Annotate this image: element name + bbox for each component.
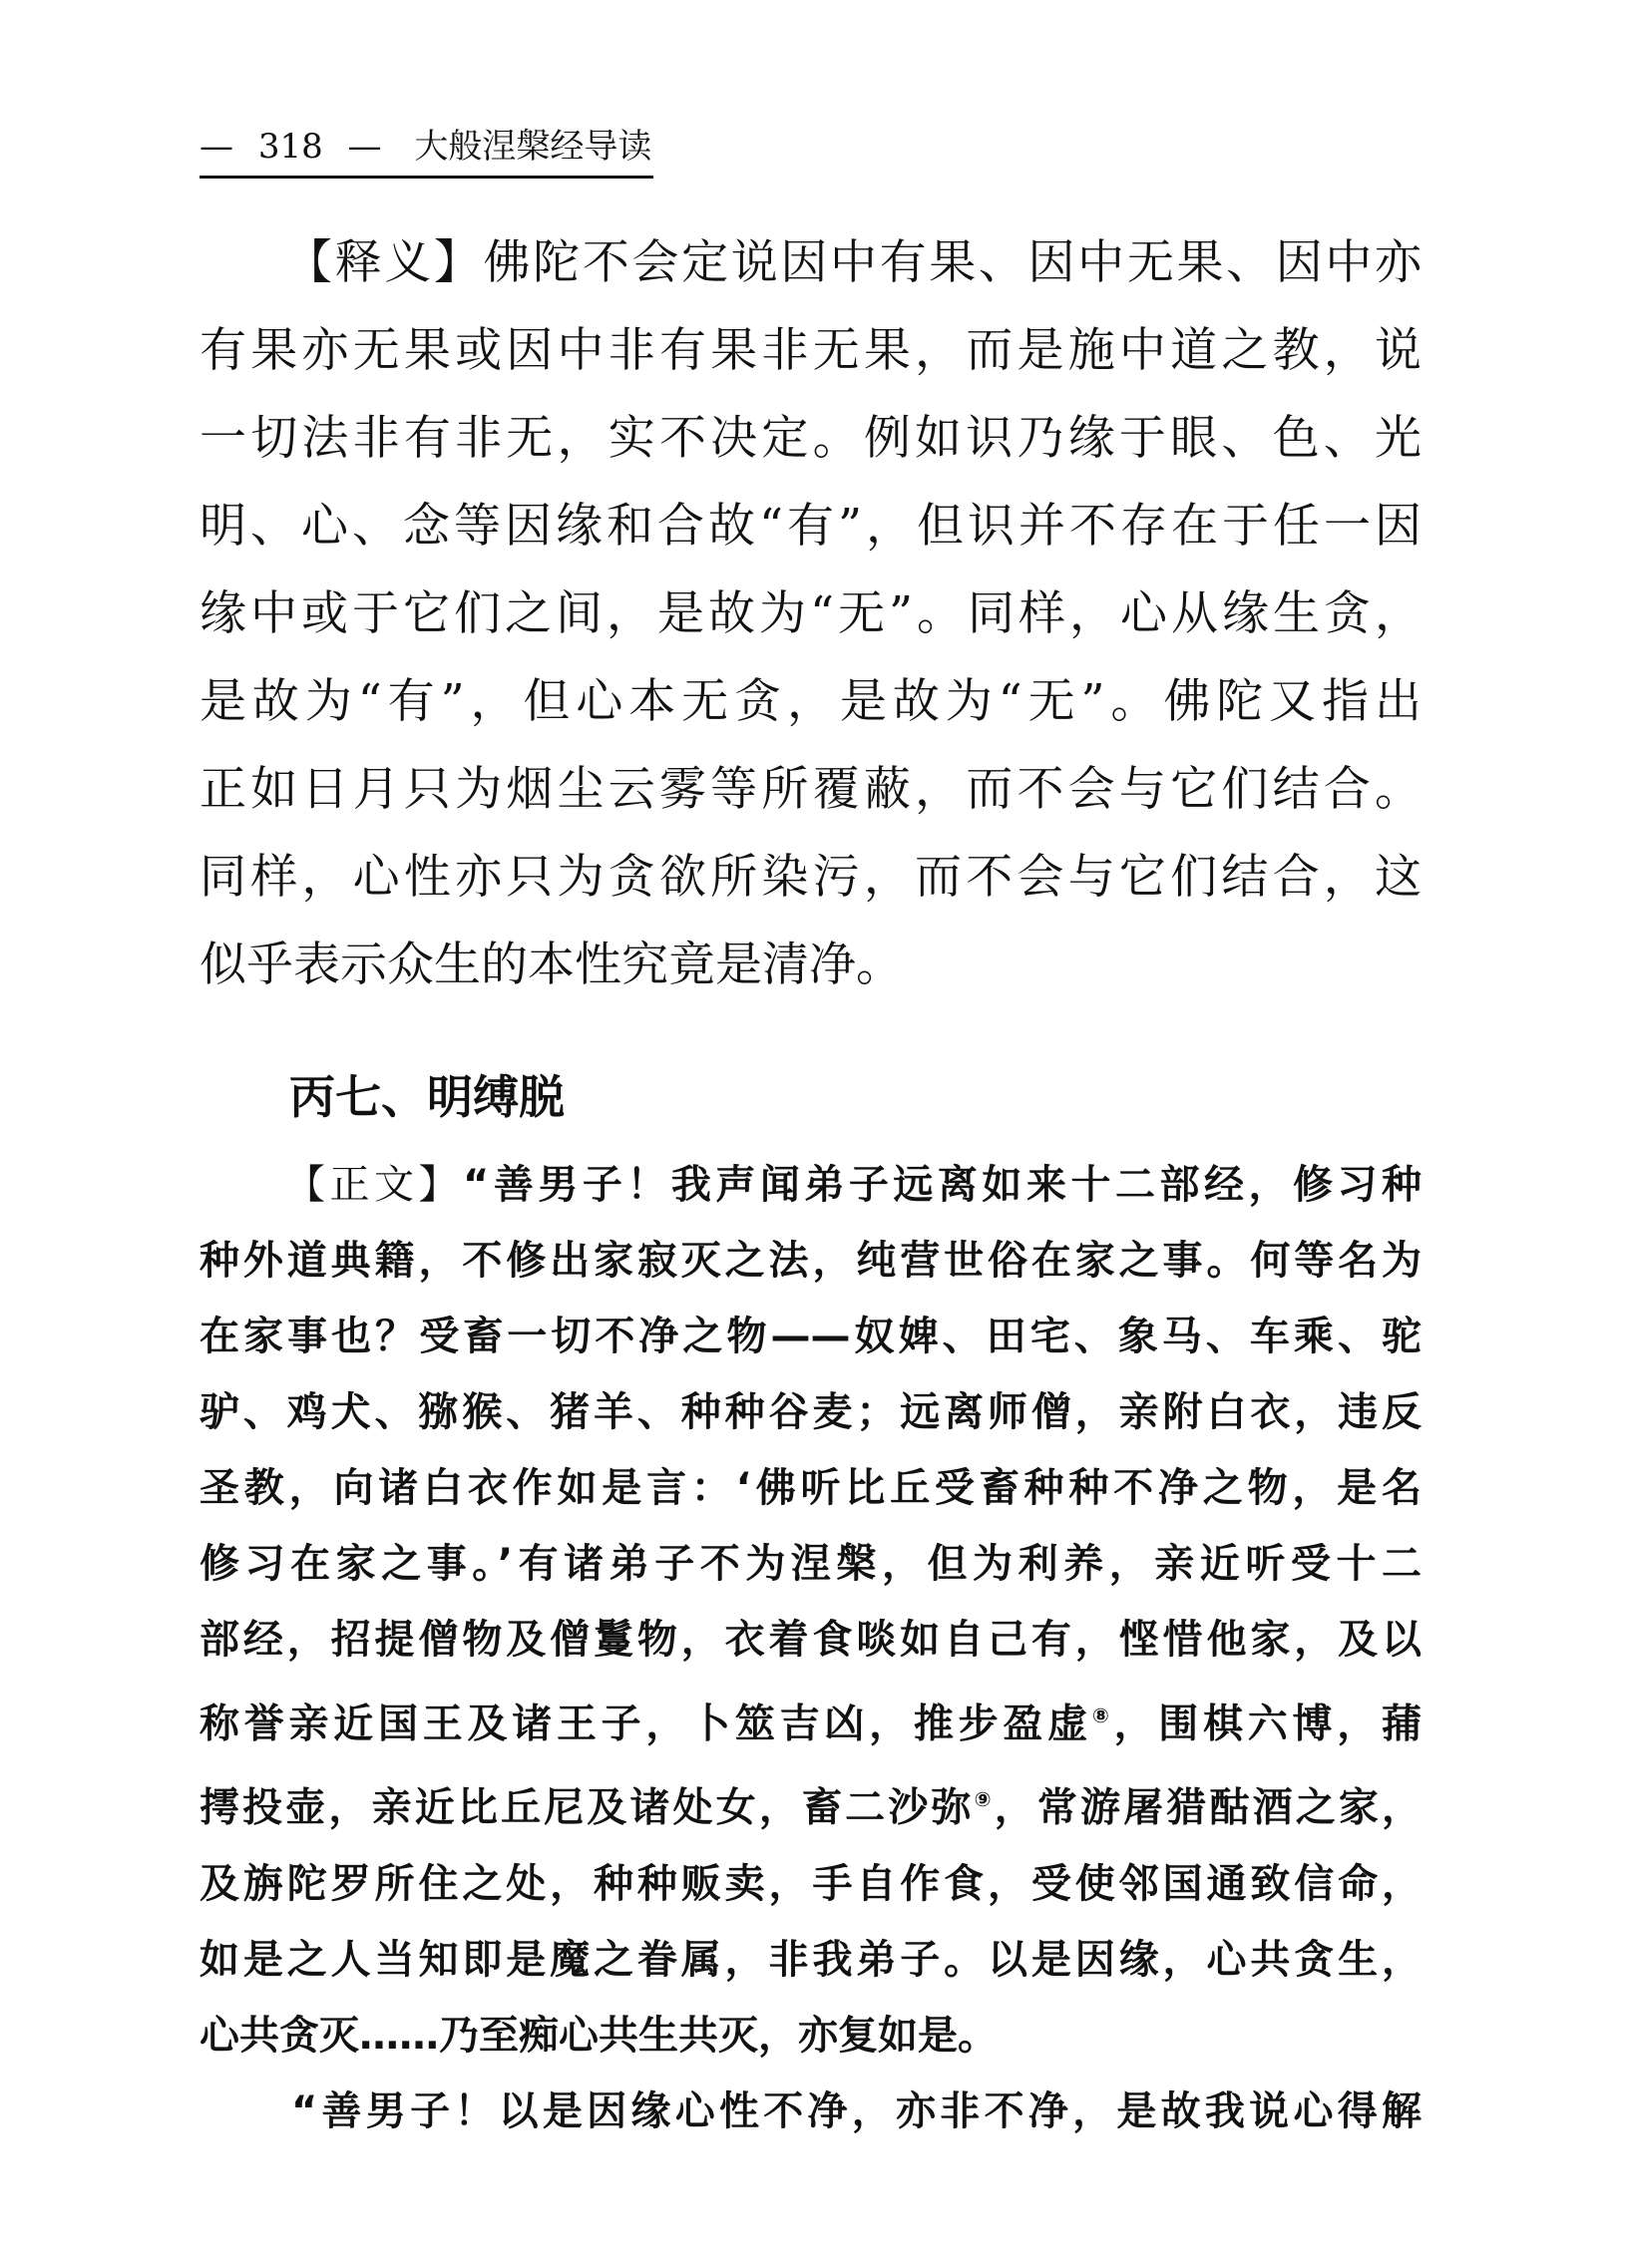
running-header [200,118,653,179]
zhengwen-paragraph [200,1147,1422,2149]
zhengwen-line: 修习在家之事。’有诸弟子不为涅槃，但为利养，亲近听受十二 [200,1541,1422,1587]
shiyi-line-text: 佛陀不会定说因中有果、因中无果、因中亦 [483,235,1422,290]
zhengwen-line [200,1761,1422,1845]
zhengwen-line-text: 称誉亲近国王及诸王子，卜筮吉凶，推步盈虚 [200,1701,1092,1747]
book-title: 大般涅槃经导读 [414,127,652,167]
zhengwen-line: 如是之人当知即是魔之眷属，非我弟子。以是因缘，心共贪生， [200,1936,1422,1983]
shiyi-line: 明、心、念等因缘和合故“有”，但识并不存在于任一因 [200,499,1422,554]
shiyi-line: 是故为“有”，但心本无贪，是故为“无”。佛陀又指出 [200,674,1422,729]
zhengwen-line: 心共贪灭……乃至痴心共生共灭，亦复如是。 [200,2012,998,2059]
zhengwen-label: 【正文】 [285,1162,464,1208]
zhengwen-line: 及旃陀罗所住之处，种种贩卖，手自作食，受使邻国通致信命， [200,1860,1422,1907]
shiyi-line: 一切法非有非无，实不决定。例如识乃缘于眼、色、光 [200,411,1422,466]
zhengwen-line-text: ，常游屠猎酤酒之家， [994,1784,1422,1831]
zhengwen-line-text: “善男子！我声闻弟子远离如来十二部经，修习种 [463,1162,1422,1208]
shiyi-line: 有果亦无果或因中非有果非无果，而是施中道之教，说 [200,323,1422,378]
section-heading: 丙七、明缚脱 [289,1070,565,1124]
shiyi-label: 【释义】 [285,235,484,290]
continuation-line: “善男子！以是因缘心性不净，亦非不净，是故我说心得解 [291,2087,1422,2134]
footnote-marker: ⑨ [974,1787,995,1812]
shiyi-line: 似乎表示众生的本性究竟是清净。 [200,938,903,992]
zhengwen-line [200,1678,1422,1761]
header-dash-right: — [347,127,382,167]
zhengwen-line-text: ，围棋六博，蒱 [1113,1701,1422,1747]
zhengwen-line [200,1147,1422,1223]
zhengwen-line-text: 摴投壶，亲近比丘尼及诸处女，畜二沙弥 [200,1784,975,1831]
shiyi-paragraph [200,219,1422,1009]
zhengwen-line: 圣教，向诸白衣作如是言：‘佛听比丘受畜种种不净之物，是名 [200,1465,1422,1511]
zhengwen-line: 驴、鸡犬、猕猴、猪羊、种种谷麦；远离师僧，亲附白衣，违反 [200,1389,1422,1435]
shiyi-line: 同样，心性亦只为贪欲所染污，而不会与它们结合，这 [200,850,1422,905]
zhengwen-line: 种外道典籍，不修出家寂灭之法，纯营世俗在家之事。何等名为 [200,1238,1422,1284]
shiyi-line: 缘中或于它们之间，是故为“无”。同样，心从缘生贪， [200,586,1422,641]
shiyi-line: 正如日月只为烟尘云雾等所覆蔽，而不会与它们结合。 [200,762,1422,817]
footnote-marker: ⑧ [1091,1703,1114,1727]
header-dash-left: — [200,127,233,167]
shiyi-line [200,219,1422,307]
zhengwen-line: 部经，招提僧物及僧鬘物，衣着食啖如自己有，悭惜他家，及以 [200,1617,1422,1663]
zhengwen-line: 在家事也？受畜一切不净之物——奴婢、田宅、象马、车乘、驼 [200,1314,1422,1359]
page-number: 318 [257,127,323,167]
